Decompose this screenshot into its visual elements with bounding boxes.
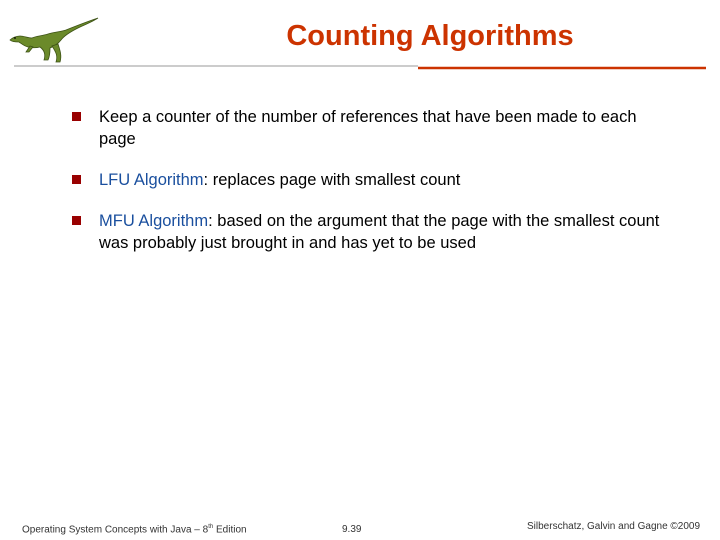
slide-title: Counting Algorithms [286,20,574,52]
bullet-item [72,169,672,191]
footer-book-prefix: Operating System Concepts with Java – 8 [22,524,209,536]
bullet-item [72,210,672,254]
bullet-text: : based on the argument that the page with the smallest count was probably just brought in and has yet to be used [99,212,660,252]
square-bullet-icon [72,216,81,225]
bullet-item [72,106,672,150]
bullet-list [72,106,672,254]
bullet-term: MFU Algorithm [99,212,209,230]
title-underline [14,62,706,72]
bullet-term: LFU Algorithm [99,171,204,189]
square-bullet-icon [72,175,81,184]
footer-book-title [22,524,247,535]
footer-book-sup: th [208,524,214,530]
bullet-text: : replaces page with smallest count [203,171,461,189]
footer-book-suffix: Edition [213,524,247,536]
square-bullet-icon [72,112,81,121]
footer-page-number: 9.39 [342,524,362,535]
dinosaur-logo [6,14,100,66]
footer-copyright: Silberschatz, Galvin and Gagne ©2009 [527,521,701,532]
bullet-text: Keep a counter of the number of references that have been made to each page [99,108,637,148]
